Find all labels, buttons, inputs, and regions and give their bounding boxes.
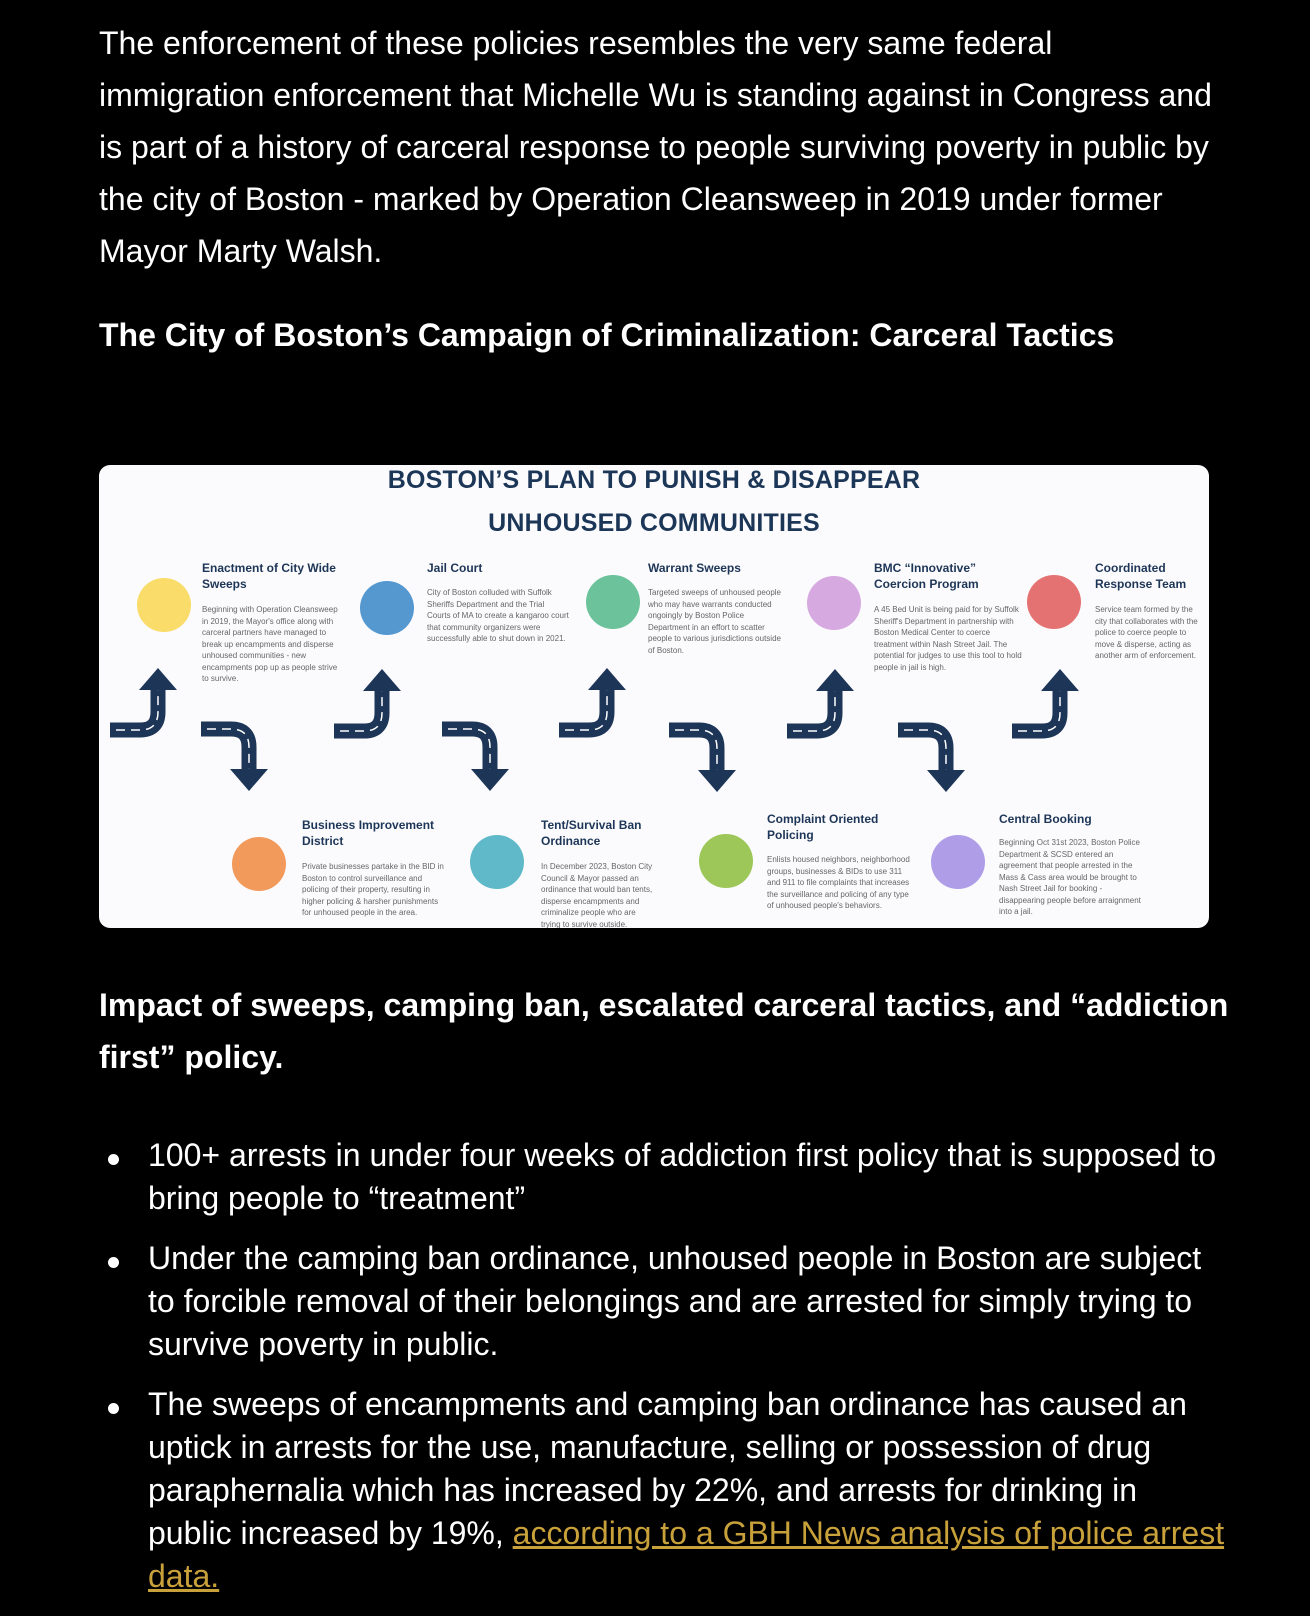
step-title-central-booking: Central Booking — [999, 812, 1092, 826]
bullet-text: Under the camping ban ordinance, unhoused people in Boston are subject to forcible removal of their belongings and are arrested for simply trying to survive poverty in public. — [148, 1240, 1202, 1362]
arrow-up-4 — [787, 669, 854, 731]
bullet-text: 100+ arrests in under four weeks of addiction first policy that is supposed to bring people to “treatment” — [148, 1137, 1217, 1216]
bullet-icon — [108, 1257, 119, 1268]
step-circle-complaint-policing — [699, 834, 753, 888]
step-body-complaint-policing: Enlists housed neighbors, neighborhood groups, businesses & BIDs to use 311 and 911 to file complaints that increases the surveillance and policing of any type of unhoused people's behaviors. — [767, 855, 910, 910]
bullet-text: The sweeps of encampments and camping ban ordinance has caused an uptick in arrests for the use, manufacture, selling or possession of drug paraphernalia which has increased by 22%, and arrests for drinking in public increased by 19%, — [148, 1386, 1187, 1551]
step-title-bmc: BMC “Innovative” Coercion Program — [874, 561, 979, 591]
step-body-bmc: A 45 Bed Unit is being paid for by Suffolk Sheriff's Department in partnership with Boston Medical Center to coerce treatment within Nash Street Jail. The potential for judges to use this tool to hold people in jail is high. — [874, 605, 1022, 672]
step-title-jail-court: Jail Court — [427, 561, 483, 575]
section-heading-impact: Impact of sweeps, camping ban, escalated carceral tactics, and “addiction first” policy. — [99, 987, 1229, 1075]
intro-paragraph: The enforcement of these policies resembles the very same federal immigration enforcement that Michelle Wu is standing against in Congress and is part of a history of carceral response to people surviving poverty in public by the city of Boston - marked by Operation Cleansweep in 2019 under former Mayor Marty Walsh. — [99, 25, 1212, 269]
step-circle-warrant-sweeps — [586, 575, 640, 629]
impact-bullet-list — [99, 1134, 1229, 1615]
step-circle-bid — [232, 837, 286, 891]
section-heading-carceral-tactics: The City of Boston’s Campaign of Criminalization: Carceral Tactics — [99, 317, 1115, 353]
step-body-tent-ban: In December 2023, Boston City Council & Mayor passed an ordinance that would ban tents, disperse encampments and criminalize people who are trying to survive outside. — [541, 862, 653, 928]
step-body-central-booking: Beginning Oct 31st 2023, Boston Police Department & SCSD entered an agreement that people arrested in the Mass & Cass area would be brought to Nash Street Jail for booking - disappearing people before arraignment into a jail. — [999, 838, 1141, 916]
step-title-coordinated-response: Coordinated Response Team — [1095, 561, 1187, 591]
gbh-news-analysis-link[interactable]: according to a GBH News analysis of police arrest data. — [148, 1515, 1225, 1594]
step-circle-coordinated-response — [1027, 575, 1081, 629]
arrow-up-3 — [559, 668, 626, 730]
step-title-sweeps: Enactment of City Wide Sweeps — [202, 561, 336, 591]
arrow-up-1 — [110, 668, 177, 730]
bullet-icon — [108, 1403, 119, 1414]
list-item — [99, 1383, 1229, 1598]
step-title-warrant-sweeps: Warrant Sweeps — [648, 561, 741, 575]
step-title-tent-ban: Tent/Survival Ban Ordinance — [541, 818, 642, 848]
step-circle-sweeps — [137, 578, 191, 632]
arrow-down-3 — [669, 730, 736, 792]
list-item — [99, 1134, 1229, 1220]
step-body-sweeps: Beginning with Operation Cleansweep in 2019, the Mayor's office along with carceral partners have managed to break up encampments and disperse unhoused communities - new encampments pop up as people strive to survive. — [202, 605, 338, 683]
step-circle-tent-ban — [470, 835, 524, 889]
step-body-jail-court: City of Boston colluded with Suffolk Sheriffs Department and the Trial Courts of MA to create a kangaroo court that community organizers were successfully able to shut down in 2021. — [427, 588, 569, 643]
infographic-title-line1: BOSTON’S PLAN TO PUNISH & DISAPPEAR — [387, 466, 921, 494]
arrow-down-4 — [898, 730, 965, 792]
step-circle-jail-court — [360, 581, 414, 635]
arrow-down-1 — [201, 729, 268, 791]
step-body-warrant-sweeps: Targeted sweeps of unhoused people who may have warrants conducted ongoingly by Boston Police Department in an effort to scatter people to various jurisdictions outside of Boston. — [648, 588, 781, 655]
bullet-icon — [108, 1154, 119, 1165]
infographic-title-line2: UNHOUSED COMMUNITIES — [488, 509, 820, 537]
arrow-up-5 — [1012, 669, 1079, 731]
step-title-complaint-policing: Complaint Oriented Policing — [767, 812, 879, 842]
list-item — [99, 1237, 1229, 1366]
arrow-down-2 — [442, 729, 509, 791]
arrow-up-2 — [334, 669, 401, 731]
step-body-coordinated-response: Service team formed by the city that collaborates with the police to coerce people to move & disperse, acting as another arm of enforcement. — [1095, 605, 1198, 660]
infographic-card — [99, 465, 1209, 928]
step-title-bid: Business Improvement District — [302, 818, 435, 848]
step-body-bid: Private businesses partake in the BID in Boston to control surveillance and policing of their property, resulting in higher policing & harsher punishments for unhoused people in the area. — [302, 862, 444, 917]
step-circle-central-booking — [931, 835, 985, 889]
step-circle-bmc — [807, 576, 861, 630]
